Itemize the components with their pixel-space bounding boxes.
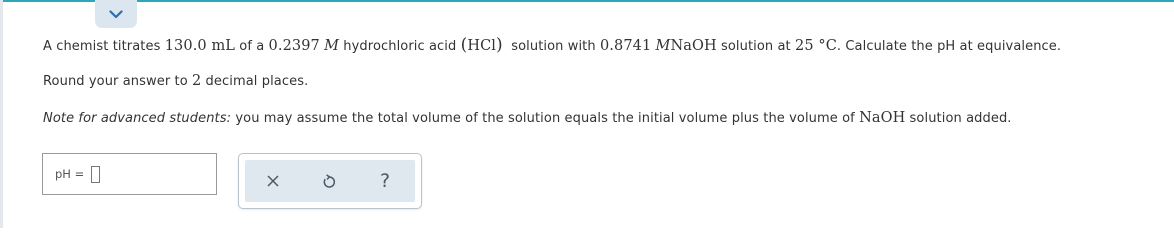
clear-button[interactable] bbox=[245, 160, 301, 202]
molar-unit: M bbox=[655, 38, 671, 54]
text: Round your answer to bbox=[43, 74, 192, 89]
answer-input[interactable] bbox=[91, 166, 100, 183]
text: A chemist titrates bbox=[43, 39, 165, 54]
note-label: Note for advanced students: bbox=[43, 111, 232, 126]
acid-volume: 130.0 mL bbox=[164, 38, 236, 54]
question-line-2 bbox=[43, 73, 308, 89]
base-formula: NaOH bbox=[859, 110, 906, 126]
decimal-places: 2 bbox=[192, 73, 202, 89]
text: solution with bbox=[502, 39, 600, 54]
undo-icon bbox=[322, 174, 336, 189]
answer-label: pH bbox=[55, 167, 71, 181]
help-icon: ? bbox=[379, 170, 391, 192]
text: you may assume the total volume of the solution equals the initial volume plus the volume of bbox=[231, 111, 860, 126]
temperature: 25 °C bbox=[795, 38, 837, 54]
undo-button[interactable] bbox=[301, 160, 357, 202]
paren: ( bbox=[460, 35, 468, 55]
text: decimal places. bbox=[201, 74, 309, 89]
paren: ) bbox=[496, 35, 503, 55]
question-line-1 bbox=[43, 35, 1061, 55]
equals-sign: = bbox=[74, 167, 85, 181]
base-formula: NaOH bbox=[670, 38, 717, 54]
text: . Calculate the pH at equivalence. bbox=[836, 39, 1062, 54]
text: solution at bbox=[716, 39, 795, 54]
text: solution added. bbox=[905, 111, 1012, 126]
collapse-toggle-button[interactable] bbox=[95, 0, 137, 28]
molar-unit: M bbox=[324, 38, 340, 54]
acid-concentration: 0.2397 bbox=[268, 38, 320, 54]
text: hydrochloric acid bbox=[339, 39, 461, 54]
top-accent-bar bbox=[0, 0, 1174, 2]
toolbar-inner bbox=[245, 160, 415, 202]
answer-toolbar bbox=[238, 153, 422, 209]
help-button[interactable] bbox=[357, 160, 413, 202]
close-icon bbox=[267, 175, 279, 187]
text: of a bbox=[235, 39, 269, 54]
acid-formula: HCl bbox=[467, 38, 497, 54]
answer-field[interactable] bbox=[42, 153, 217, 195]
chevron-down-icon bbox=[109, 10, 123, 19]
base-concentration: 0.8741 bbox=[599, 38, 652, 54]
left-border bbox=[0, 0, 3, 228]
question-line-3 bbox=[43, 110, 1012, 126]
